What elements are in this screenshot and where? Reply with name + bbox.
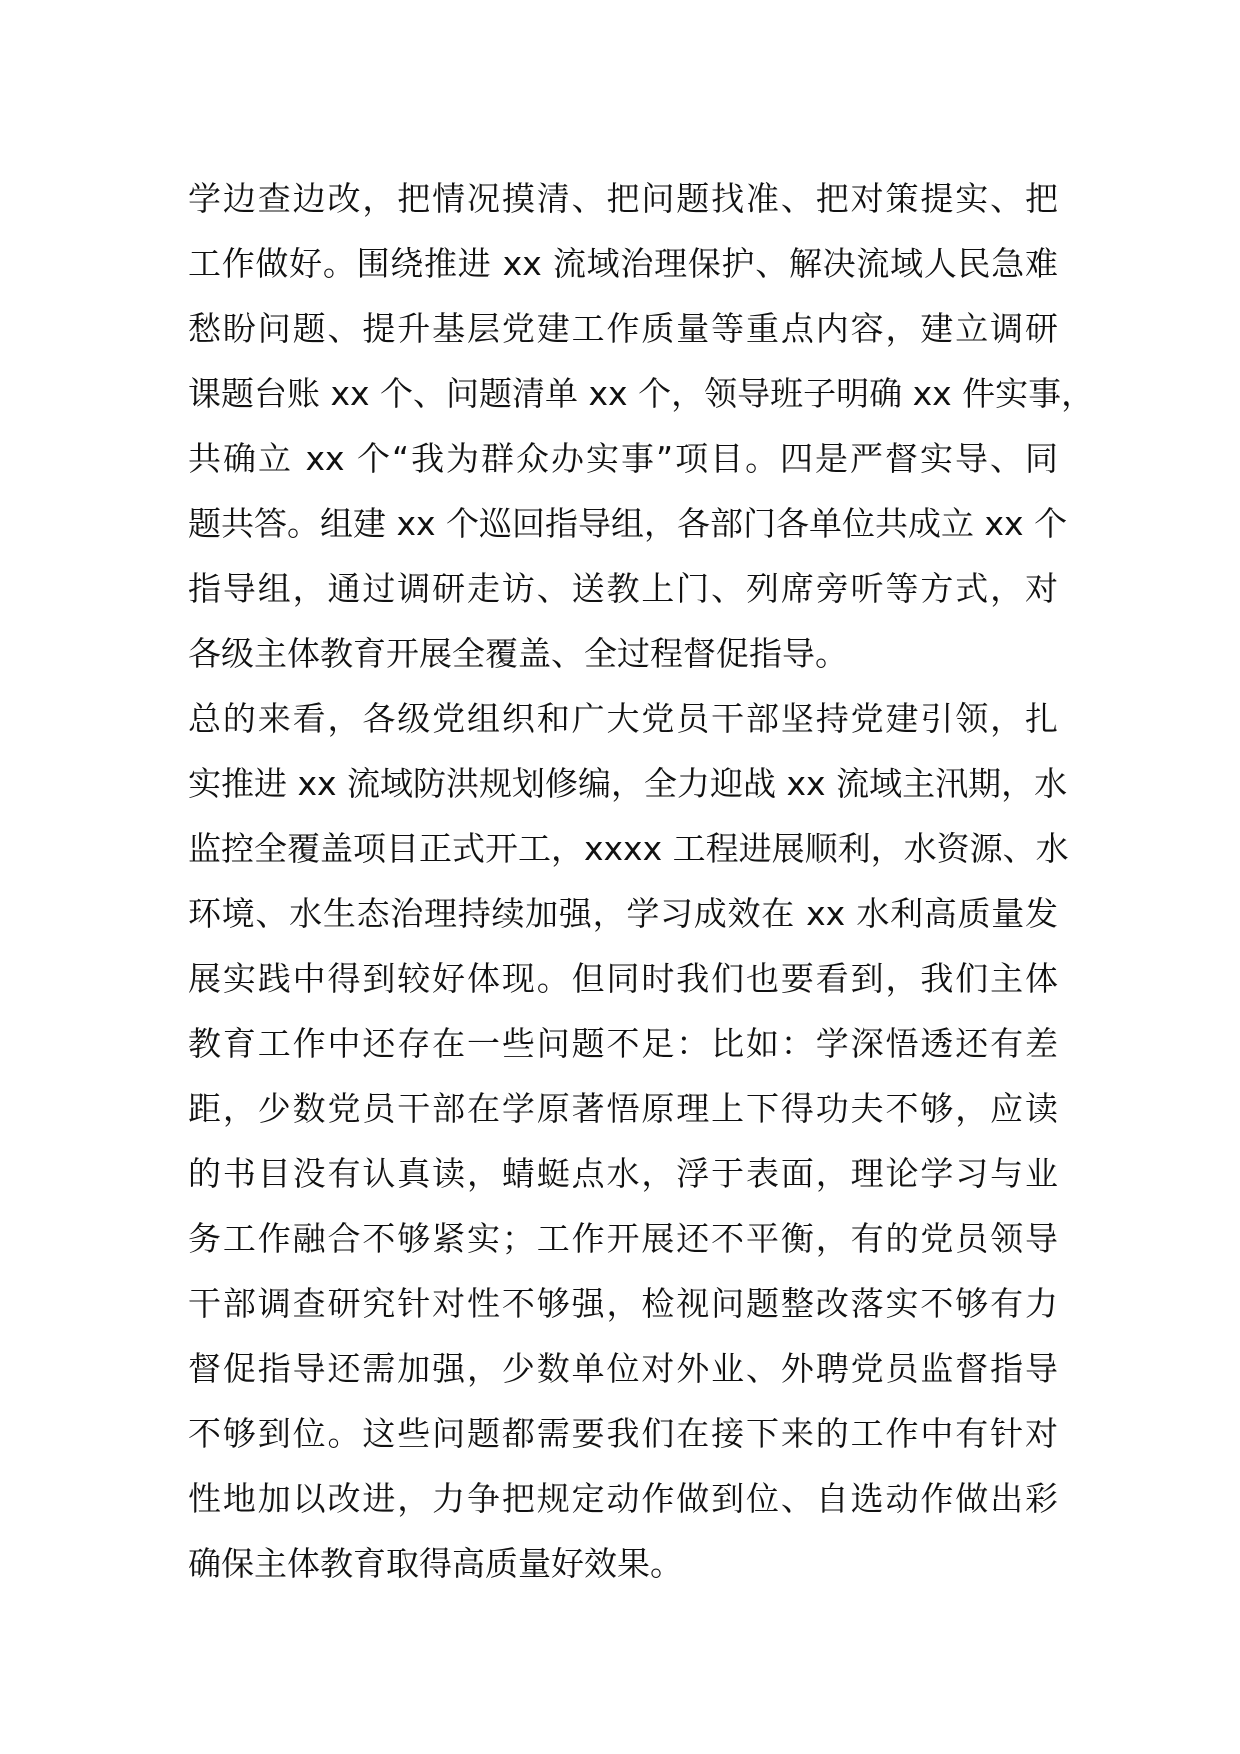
text-line-4: 课题台账 xx 个、问题清单 xx 个，领导班子明确 xx 件实事， — [188, 374, 1095, 413]
text-line-15: 距，少数党员干部在学原著悟原理上下得功夫不够，应读 — [188, 1089, 1058, 1128]
text-line-21: 性地加以改进，力争把规定动作做到位、自选动作做出彩 — [188, 1479, 1058, 1518]
text-line-11: 监控全覆盖项目正式开工，xxxx 工程进展顺利，水资源、水 — [188, 829, 1069, 868]
text-line-5: 共确立 xx 个“我为群众办实事”项目。四是严督实导、同 — [188, 439, 1058, 478]
text-line-14: 教育工作中还存在一些问题不足：比如：学深悟透还有差 — [188, 1024, 1058, 1063]
text-line-18: 干部调查研究针对性不够强，检视问题整改落实不够有力 — [188, 1284, 1058, 1323]
text-line-16: 的书目没有认真读，蜻蜓点水，浮于表面，理论学习与业 — [188, 1154, 1058, 1193]
text-line-1: 学边查边改，把情况摸清、把问题找准、把对策提实、把 — [188, 179, 1058, 218]
body-text — [188, 166, 1095, 1596]
text-line-19: 督促指导还需加强，少数单位对外业、外聘党员监督指导 — [188, 1349, 1058, 1388]
text-line-2: 工作做好。围绕推进 xx 流域治理保护、解决流域人民急难 — [188, 244, 1058, 283]
text-line-8: 各级主体教育开展全覆盖、全过程督促指导。 — [188, 634, 848, 673]
text-line-12: 环境、水生态治理持续加强，学习成效在 xx 水利高质量发 — [188, 894, 1058, 933]
text-line-22: 确保主体教育取得高质量好效果。 — [188, 1544, 683, 1583]
text-line-20: 不够到位。这些问题都需要我们在接下来的工作中有针对 — [188, 1414, 1058, 1453]
text-line-10: 实推进 xx 流域防洪规划修编，全力迎战 xx 流域主汛期，水 — [188, 764, 1068, 803]
text-line-13: 展实践中得到较好体现。但同时我们也要看到，我们主体 — [188, 959, 1058, 998]
text-line-17: 务工作融合不够紧实；工作开展还不平衡，有的党员领导 — [188, 1219, 1058, 1258]
text-line-7: 指导组，通过调研走访、送教上门、列席旁听等方式，对 — [188, 569, 1058, 608]
text-line-6: 题共答。组建 xx 个巡回指导组，各部门各单位共成立 xx 个 — [188, 504, 1068, 543]
text-line-3: 愁盼问题、提升基层党建工作质量等重点内容，建立调研 — [188, 309, 1058, 348]
text-line-9: 总的来看，各级党组织和广大党员干部坚持党建引领，扎 — [188, 699, 1058, 738]
